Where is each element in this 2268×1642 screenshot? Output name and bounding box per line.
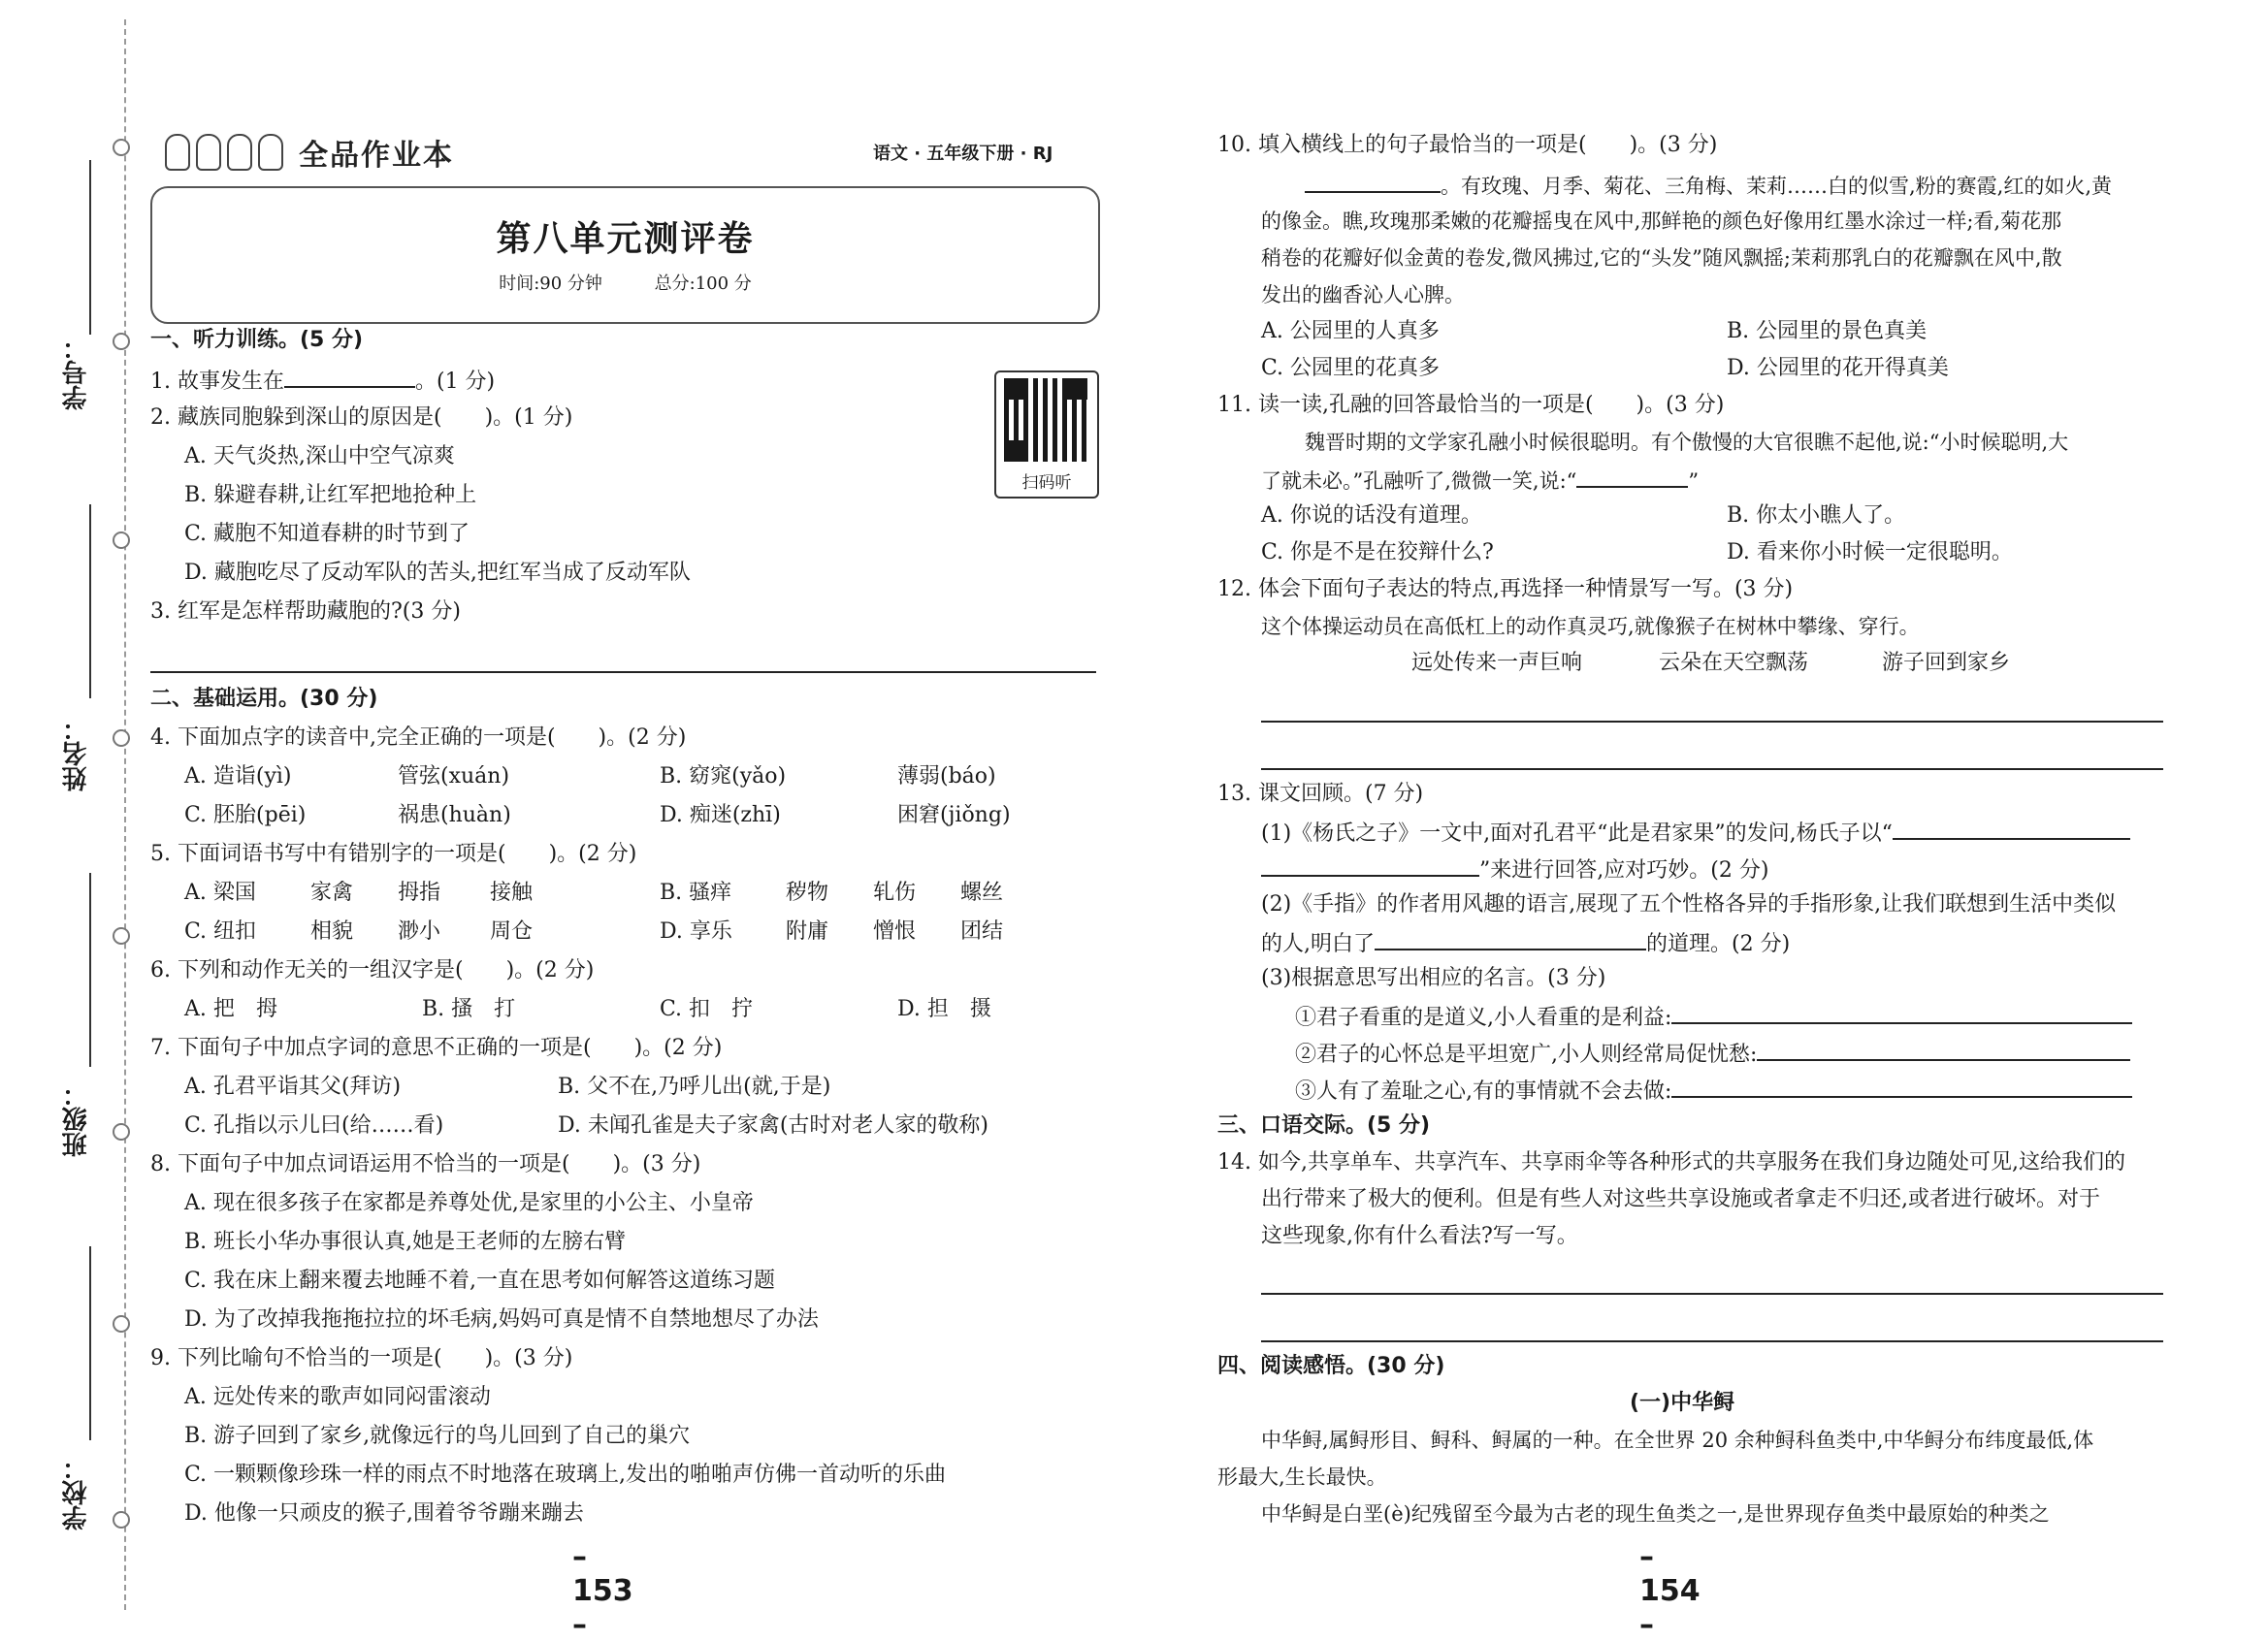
answer-line[interactable]	[1261, 1340, 2163, 1342]
question-13-3: (3)根据意思写出相应的名言。(3 分)	[1261, 966, 1606, 990]
class-label: 班级：	[62, 1081, 91, 1157]
option-c[interactable]: C. 胚胎(pēi)	[184, 803, 307, 827]
answer-blank[interactable]	[1671, 1075, 2132, 1098]
answer-line[interactable]	[1261, 1293, 2163, 1295]
option-c[interactable]: C. 一颗颗像珍珠一样的雨点不时地落在玻璃上,发出的啪啪声仿佛一首动听的乐曲	[184, 1463, 947, 1487]
option-a[interactable]: A. 天气炎热,深山中空气凉爽	[184, 444, 455, 468]
option-d[interactable]: D. 痴迷(zhī)	[660, 803, 781, 827]
question-text: ”来进行回答,应对巧妙。(2 分)	[1479, 858, 1769, 883]
school-line[interactable]	[89, 1246, 91, 1440]
option-word: 轧伤	[873, 881, 917, 905]
answer-blank[interactable]	[1305, 170, 1441, 193]
option-c[interactable]: C. 你是不是在狡辩什么?	[1261, 540, 1494, 564]
quote-text: ①君子看重的是道义,小人看重的是利益:	[1295, 1006, 1672, 1030]
passage-line: 的像金。瞧,玫瑰那柔嫩的花瓣摇曳在风中,那鲜艳的颜色好像用红墨水涂过一样;看,菊花那	[1261, 209, 2062, 233]
subject-label: 语文 · 五年级下册 · RJ	[873, 144, 1053, 164]
quote-prompt	[1295, 1038, 2130, 1070]
option-word: 拇指	[398, 881, 441, 905]
option-word: 相貌	[310, 919, 354, 944]
scenario-option[interactable]: 远处传来一声巨响	[1411, 651, 1583, 675]
option-a[interactable]: A. 公园里的人真多	[1261, 319, 1440, 343]
question-6: 6. 下列和动作无关的一组汉字是( )。(2 分)	[150, 958, 595, 982]
option-word: 附庸	[786, 919, 829, 944]
option-c[interactable]: C. 藏胞不知道春耕的时节到了	[184, 522, 470, 546]
question-2: 2. 藏族同胞躲到深山的原因是( )。(1 分)	[150, 405, 573, 430]
question-12: 12. 体会下面句子表达的特点,再选择一种情景写一写。(3 分)	[1217, 577, 1794, 601]
scenario-option[interactable]: 云朵在天空飘荡	[1659, 651, 1809, 675]
option-a[interactable]: A. 孔君平诣其父(拜访)	[184, 1075, 402, 1099]
option-d[interactable]: D. 未闻孔雀是夫子家禽(古时对老人家的敬称)	[558, 1113, 989, 1138]
name-line[interactable]	[89, 504, 91, 698]
option-a[interactable]: A. 造诣(yì)	[184, 764, 292, 789]
option-word: 周仓	[490, 919, 534, 944]
example-sentence: 这个体操运动员在高低杠上的动作真灵巧,就像猴子在树林中攀缘、穿行。	[1261, 615, 1920, 638]
passage-line: 稍卷的花瓣好似金黄的卷发,微风拂过,它的“头发”随风飘摇;茉莉那乳白的花瓣飘在风中,散	[1261, 246, 2062, 270]
binding-hole	[113, 531, 130, 549]
brand-name: 全品作业本	[299, 139, 454, 173]
page-title: 第八单元测评卷	[496, 219, 755, 259]
option-a[interactable]: A. 现在很多孩子在家都是养尊处优,是家里的小公主、小皇帝	[184, 1191, 754, 1215]
binding-hole	[113, 333, 130, 350]
student-id-label: 学号：	[62, 335, 91, 410]
page-number: –153 –	[572, 1540, 633, 1642]
brand-logo	[165, 131, 454, 174]
qr-code[interactable]	[994, 370, 1099, 499]
passage-line: 发出的幽香沁人心脾。	[1261, 283, 1465, 306]
class-line[interactable]	[89, 873, 91, 1067]
question-13-1-cont	[1261, 853, 1768, 885]
option-a[interactable]: A. 你说的话没有道理。	[1261, 503, 1482, 528]
option-d-word: 困窘(jiǒng)	[897, 803, 1011, 827]
option-word: 家禽	[310, 881, 354, 905]
question-8: 8. 下面句子中加点词语运用不恰当的一项是( )。(3 分)	[150, 1152, 701, 1176]
answer-blank[interactable]	[1576, 465, 1688, 488]
binding-hole	[113, 1511, 130, 1529]
quote-text: ②君子的心怀总是平坦宽广,小人则经常局促忧愁:	[1295, 1043, 1758, 1067]
question-text: 的人,明白了	[1261, 932, 1375, 956]
option-d[interactable]: D. 看来你小时候一定很聪明。	[1727, 540, 2013, 564]
cut-line	[124, 19, 126, 1610]
option-b-word: 薄弱(báo)	[897, 764, 996, 789]
option-c[interactable]: C. 我在床上翻来覆去地睡不着,一直在思考如何解答这道练习题	[184, 1269, 776, 1293]
section-heading: 一、听力训练。(5 分)	[150, 328, 364, 352]
question-text: 的道理。(2 分)	[1646, 932, 1791, 956]
passage-text: ”	[1688, 469, 1700, 493]
option-c-word: 祸患(huàn)	[398, 803, 511, 827]
binding-hole	[113, 729, 130, 747]
question-10: 10. 填入横线上的句子最恰当的一项是( )。(3 分)	[1217, 133, 1718, 157]
question-score: 。(1 分)	[414, 370, 496, 394]
page-number: –154 –	[1639, 1540, 1701, 1642]
option-word: 憎恨	[873, 919, 917, 944]
section-heading: 四、阅读感悟。(30 分)	[1217, 1354, 1445, 1378]
answer-blank[interactable]	[1671, 1001, 2132, 1024]
question-4: 4. 下面加点字的读音中,完全正确的一项是( )。(2 分)	[150, 725, 687, 750]
answer-blank[interactable]	[284, 365, 415, 388]
binding-hole	[113, 139, 130, 156]
option-b[interactable]: B. 你太小瞧人了。	[1727, 503, 1906, 528]
passage-text: 。有玫瑰、月季、菊花、三角梅、茉莉……白的似雪,粉的赛霞,红的如火,黄	[1441, 175, 2113, 198]
question-14-cont: 这些现象,你有什么看法?写一写。	[1261, 1224, 1578, 1248]
exam-total: 总分:100 分	[654, 274, 752, 294]
title-box	[150, 186, 1100, 324]
answer-blank[interactable]	[1375, 927, 1646, 950]
option-word: 渺小	[398, 919, 441, 944]
question-14: 14. 如今,共享单车、共享汽车、共享雨伞等各种形式的共享服务在我们身边随处可见,这给我们的	[1217, 1150, 2125, 1175]
qr-label: 扫码听	[1021, 473, 1072, 493]
question-1	[150, 365, 495, 397]
question-13-2-cont	[1261, 927, 1790, 959]
question-9: 9. 下列比喻句不恰当的一项是( )。(3 分)	[150, 1346, 573, 1370]
option-b[interactable]: B. 班长小华办事很认真,她是王老师的左膀右臂	[184, 1230, 627, 1254]
option-d[interactable]: D. 为了改掉我拖拖拉拉的坏毛病,妈妈可真是情不自禁地想尽了办法	[184, 1307, 819, 1332]
reading-line: 形最大,生长最快。	[1217, 1465, 1387, 1489]
option-word: 螺丝	[960, 881, 1004, 905]
question-13-2: (2)《手指》的作者用风趣的语言,展现了五个性格各异的手指形象,让我们联想到生活中类似	[1261, 892, 2117, 917]
passage-line	[1261, 465, 1699, 496]
option-b[interactable]: B. 游子回到了家乡,就像远行的鸟儿回到了自己的巢穴	[184, 1424, 691, 1448]
section-heading: 二、基础运用。(30 分)	[150, 687, 378, 711]
option-word: 秽物	[786, 881, 829, 905]
question-text: (1)《杨氏之子》一文中,面对孔君平“此是君家果”的发问,杨氏子以“	[1261, 821, 1893, 846]
quote-text: ③人有了羞耻之心,有的事情就不会去做:	[1295, 1079, 1672, 1104]
option-a[interactable]: A. 把 拇	[184, 997, 277, 1021]
exam-meta	[152, 270, 1098, 295]
option-d[interactable]: D. 他像一只顽皮的猴子,围着爷爷蹦来蹦去	[184, 1501, 584, 1526]
option-b[interactable]: B. 骚痒	[660, 881, 732, 905]
mascot-icon	[165, 134, 283, 171]
question-13: 13. 课文回顾。(7 分)	[1217, 782, 1424, 806]
question-11: 11. 读一读,孔融的回答最恰当的一项是( )。(3 分)	[1217, 393, 1725, 417]
option-d[interactable]: D. 享乐	[660, 919, 732, 944]
binding-hole	[113, 1315, 130, 1333]
question-7: 7. 下面句子中加点字词的意思不正确的一项是( )。(2 分)	[150, 1036, 723, 1060]
option-word: 接触	[490, 881, 534, 905]
reading-line: 中华鲟,属鲟形目、鲟科、鲟属的一种。在全世界 20 余种鲟科鱼类中,中华鲟分布纬度最低,体	[1261, 1429, 2094, 1452]
answer-blank[interactable]	[1757, 1038, 2130, 1061]
question-13-1	[1261, 817, 2130, 849]
answer-blank[interactable]	[1261, 853, 1479, 877]
option-a[interactable]: A. 梁国	[184, 881, 256, 905]
option-b[interactable]: B. 躲避春耕,让红军把地抢种上	[184, 483, 477, 507]
option-b[interactable]: B. 父不在,乃呼儿出(就,于是)	[558, 1075, 831, 1099]
option-a-word: 管弦(xuán)	[398, 764, 510, 789]
exam-time: 时间:90 分钟	[499, 274, 602, 294]
option-d[interactable]: D. 公园里的花开得真美	[1727, 356, 1949, 380]
option-word: 团结	[960, 919, 1004, 944]
binding-hole	[113, 1123, 130, 1141]
option-b[interactable]: B. 公园里的景色真美	[1727, 319, 1928, 343]
binding-margin	[0, 0, 136, 1638]
question-14-cont: 出行带来了极大的便利。但是有些人对这些共享设施或者拿走不归还,或者进行破坏。对于	[1261, 1187, 2100, 1211]
option-b[interactable]: B. 搔 打	[422, 997, 516, 1021]
qr-code-icon	[1004, 378, 1087, 462]
passage-text: 了就未必。”孔融听了,微微一笑,说:“	[1261, 469, 1577, 493]
passage-line: 魏晋时期的文学家孔融小时候很聪明。有个傲慢的大官很瞧不起他,说:“小时候聪明,大	[1305, 431, 2069, 454]
school-label: 学校：	[62, 1455, 91, 1530]
option-d[interactable]: D. 担 摄	[897, 997, 991, 1021]
student-id-line[interactable]	[89, 160, 91, 335]
option-c[interactable]: C. 纽扣	[184, 919, 257, 944]
question-3: 3. 红军是怎样帮助藏胞的?(3 分)	[150, 599, 461, 624]
answer-line[interactable]	[1261, 768, 2163, 770]
passage-line	[1305, 170, 2112, 201]
option-c[interactable]: C. 扣 拧	[660, 997, 754, 1021]
quote-prompt	[1295, 1001, 2132, 1033]
reading-line: 中华鲟是白垩(è)纪残留至今最为古老的现生鱼类之一,是世界现存鱼类中最原始的种类之	[1261, 1502, 2050, 1526]
quote-prompt	[1295, 1075, 2132, 1107]
question-5: 5. 下面词语书写中有错别字的一项是( )。(2 分)	[150, 842, 637, 866]
option-a[interactable]: A. 远处传来的歌声如同闷雷滚动	[184, 1385, 491, 1409]
name-label: 姓名：	[62, 716, 91, 791]
option-c[interactable]: C. 孔指以示儿曰(给……看)	[184, 1113, 444, 1138]
answer-line[interactable]	[1261, 721, 2163, 723]
binding-hole	[113, 927, 130, 945]
option-d[interactable]: D. 藏胞吃尽了反动军队的苦头,把红军当成了反动军队	[184, 561, 691, 585]
section-heading: 三、口语交际。(5 分)	[1217, 1113, 1431, 1138]
answer-line[interactable]	[150, 671, 1096, 673]
option-b[interactable]: B. 窈窕(yǎo)	[660, 764, 787, 789]
answer-blank[interactable]	[1893, 817, 2130, 840]
question-text: 1. 故事发生在	[150, 370, 284, 394]
option-c[interactable]: C. 公园里的花真多	[1261, 356, 1441, 380]
scenario-option[interactable]: 游子回到家乡	[1882, 651, 2011, 675]
reading-title: (一)中华鲟	[1630, 1391, 1735, 1415]
